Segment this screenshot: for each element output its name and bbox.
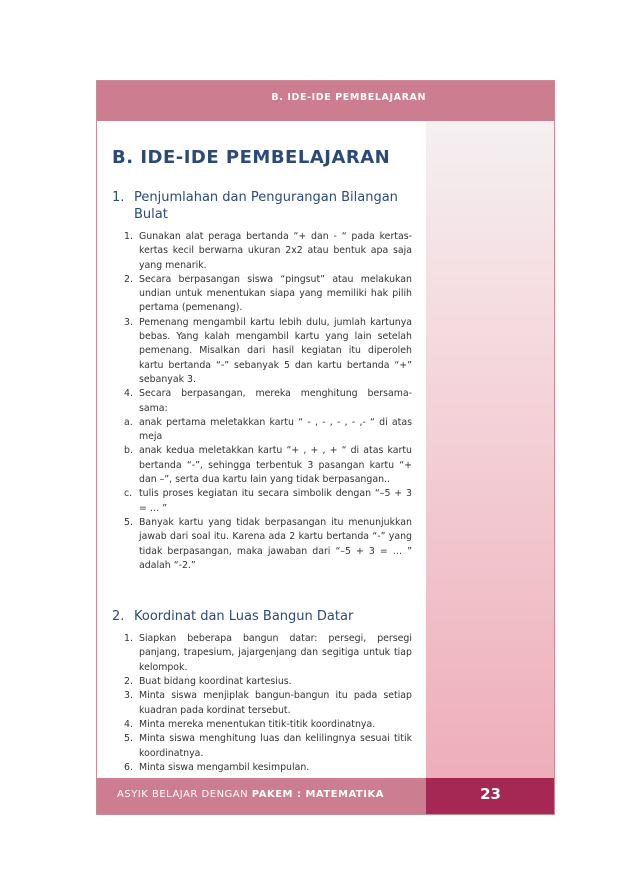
header-title: B. IDE-IDE PEMBELAJARAN [271,92,426,103]
item-text: Minta siswa menghitung luas dan kelilingnya sesuai titik koordinatnya. [139,733,412,759]
page-number: 23 [480,785,501,803]
item-text: Secara berpasangan siswa “pingsut” atau melakukan undian untuk menentukan siapa yang memiliki hak pilih pertama (pemenang). [139,273,412,314]
item-number: 5. [124,516,133,528]
list-item [124,273,412,316]
item-number: 6. [124,761,133,773]
section-heading-1 [112,189,412,223]
item-text: anak kedua meletakkan kartu “+ , + , + “ di atas kartu bertanda “-”, sehingga terbentuk 3 pasangan kartu “+ dan –”, serta dua kartu lain yang tidak berpasangan.. [139,445,412,486]
item-text: Pemenang mengambil kartu lebih dulu, jumlah kartunya bebas. Yang kalah mengambil kartu yang lain setelah pemenang. Misalkan dari hasil kegiatan itu diperoleh kartu bertanda “-” sebanyak 5 dan kartu bertanda “+” sebanyak 3. [139,316,412,385]
list-item [124,230,412,273]
item-text: Secara berpasangan, mereka menghitung bersama-sama: [139,388,412,414]
main-content [112,147,412,775]
item-text: Minta mereka menentukan titik-titik koordinatnya. [139,718,376,730]
item-number: 2. [124,676,133,688]
section-1-list [124,230,412,573]
list-item [124,416,412,445]
item-text: Gunakan alat peraga bertanda “+ dan - “ pada kertas-kertas kecil berwarna ukuran 2x2 atau bentuk apa saja yang menarik. [139,231,412,271]
list-item [124,444,412,487]
list-item [124,675,412,689]
item-number: 3. [124,316,133,328]
item-text: anak pertama meletakkan kartu “ - , - , - , - ,- “ di atas meja [139,416,412,443]
list-item [124,487,412,516]
list-item [124,316,412,387]
item-number: 5. [124,733,133,745]
item-text: tulis proses kegiatan itu secara simbolik dengan “–5 + 3 = … ” [139,488,412,514]
section-number: 1. [112,190,125,205]
section-title: Penjumlahan dan Pengurangan Bilangan Bulat [134,190,398,222]
list-item [124,387,412,416]
list-item [124,732,412,761]
list-item [124,761,412,775]
item-number: c. [124,488,133,500]
section-title: Koordinat dan Luas Bangun Datar [134,609,354,625]
item-text: Minta siswa menjiplak bangun-bangun itu pada setiap kuadran pada kordinat tersebut. [139,690,412,716]
footer-book-subject: PAKEM : MATEMATIKA [251,789,384,800]
list-item [124,632,412,675]
item-text: Banyak kartu yang tidak berpasangan itu menunjukkan jawab dari soal itu. Karena ada 2 kartu bertanda “-” yang tidak berpasangan, maka jawaban dari “–5 + 3 = … ” adalah “-2.” [139,516,412,571]
item-number: 3. [124,690,133,702]
item-text: Siapkan beberapa bangun datar: persegi, persegi panjang, trapesium, jajargenjang dan segitiga untuk tiap kelompok. [139,633,412,673]
item-number: 4. [124,388,133,400]
list-item [124,689,412,718]
list-item [124,718,412,732]
section-2-list [124,632,412,775]
item-number: 1. [124,231,133,242]
item-number: a. [124,416,133,428]
item-number: b. [124,445,133,457]
section-heading-2 [112,608,412,625]
footer-book-title: ASYIK BELAJAR DENGAN [117,789,252,800]
page-title: B. IDE-IDE PEMBELAJARAN [112,147,391,168]
item-number: 2. [124,273,133,285]
footer-text [117,789,384,800]
item-number: 4. [124,718,133,730]
item-number: 1. [124,633,133,645]
section-number: 2. [112,609,125,625]
item-text: Minta siswa mengambil kesimpulan. [139,761,310,773]
item-text: Buat bidang koordinat kartesius. [139,676,292,688]
list-item [124,516,412,573]
